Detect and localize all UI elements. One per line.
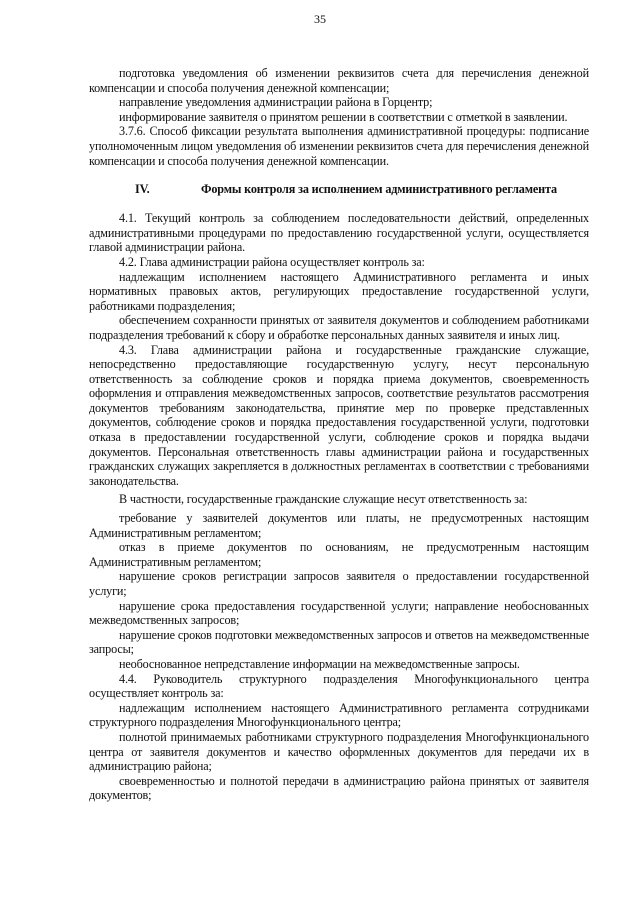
paragraph: надлежащим исполнением настоящего Административного регламента и иных нормативных правовых актов, регулирующих предоставление государственной услуги, работниками подразделения; xyxy=(89,269,589,313)
paragraph: требование у заявителей документов или платы, не предусмотренных настоящим Административным регламентом; xyxy=(89,511,589,540)
paragraph: обеспечением сохранности принятых от заявителя документов и соблюдением работниками подразделения требований к сбору и обработке персональных данных заявителя и иных лиц. xyxy=(89,313,589,342)
paragraph: подготовка уведомления об изменении реквизитов счета для перечисления денежной компенсации и способа получения денежной компенсации; xyxy=(89,66,589,95)
paragraph: 4.4. Руководитель структурного подразделения Многофункционального центра осуществляет контроль за: xyxy=(89,671,589,701)
paragraph: нарушение сроков подготовки межведомственных запросов и ответов на межведомственные запросы; xyxy=(89,627,589,657)
page-number: 35 xyxy=(314,12,326,26)
page-content xyxy=(89,66,589,803)
paragraph: нарушение срока предоставления государственной услуги; направление необоснованных межведомственных запросов; xyxy=(89,598,589,628)
section-heading xyxy=(89,182,589,197)
paragraph: В частности, государственные гражданские служащие несут ответственность за: xyxy=(119,492,528,507)
paragraph: 4.2. Глава администрации района осуществляет контроль за: xyxy=(119,254,425,269)
paragraph: 4.3. Глава администрации района и государственные гражданские служащие, непосредственно предоставляющие государственную услугу, несут персональную ответственность за соблюдение сроков и порядка приема документов, своевременность оформления и отправления межведомственных запросов, соответствие результатов рассмотрения документов требованиям законодательства, принятие мер по проверке представленных документов, соблюдение сроков и порядка предоставления государственной услуги, подготовки отказа в предоставлении государственной услуги, соблюдение сроков и порядка выдачи документов. Персональная ответственность главы администрации района и государственных гражданских служащих закрепляется в должностных регламентах в соответствии с требованиями законодательства. xyxy=(89,342,589,488)
paragraph: необоснованное непредставление информации на межведомственные запросы. xyxy=(119,656,520,671)
section-title: Формы контроля за исполнением административного регламента xyxy=(201,182,557,197)
section-number: IV. xyxy=(135,182,150,197)
paragraph: полнотой принимаемых работниками структурного подразделения Многофункционального центра от заявителя документов и качество оформленных документов для передачи их в администрацию района; xyxy=(89,729,589,774)
paragraph: 3.7.6. Способ фиксации результата выполнения административной процедуры: подписание уполномоченным лицом уведомления об изменении реквизитов счета для перечисления денежной компенсации и способа получения денежной компенсации. xyxy=(89,124,589,168)
paragraph: нарушение сроков регистрации запросов заявителя о предоставлении государственной услуги; xyxy=(89,569,589,598)
paragraph: направление уведомления администрации района в Горцентр; xyxy=(119,95,433,110)
paragraph: своевременностью и полнотой передачи в администрацию района принятых от заявителя документов; xyxy=(89,773,589,803)
paragraph: информирование заявителя о принятом решении в соответствии с отметкой в заявлении. xyxy=(119,109,568,124)
paragraph: надлежащим исполнением настоящего Административного регламента сотрудниками структурного подразделения Многофункционального центра; xyxy=(89,700,589,730)
paragraph: отказ в приеме документов по основаниям, не предусмотренным настоящим Административным регламентом; xyxy=(89,540,589,569)
paragraph: 4.1. Текущий контроль за соблюдением последовательности действий, определенных административными процедурами по предоставлению государственной услуги, осуществляется главой администрации района. xyxy=(89,211,589,255)
